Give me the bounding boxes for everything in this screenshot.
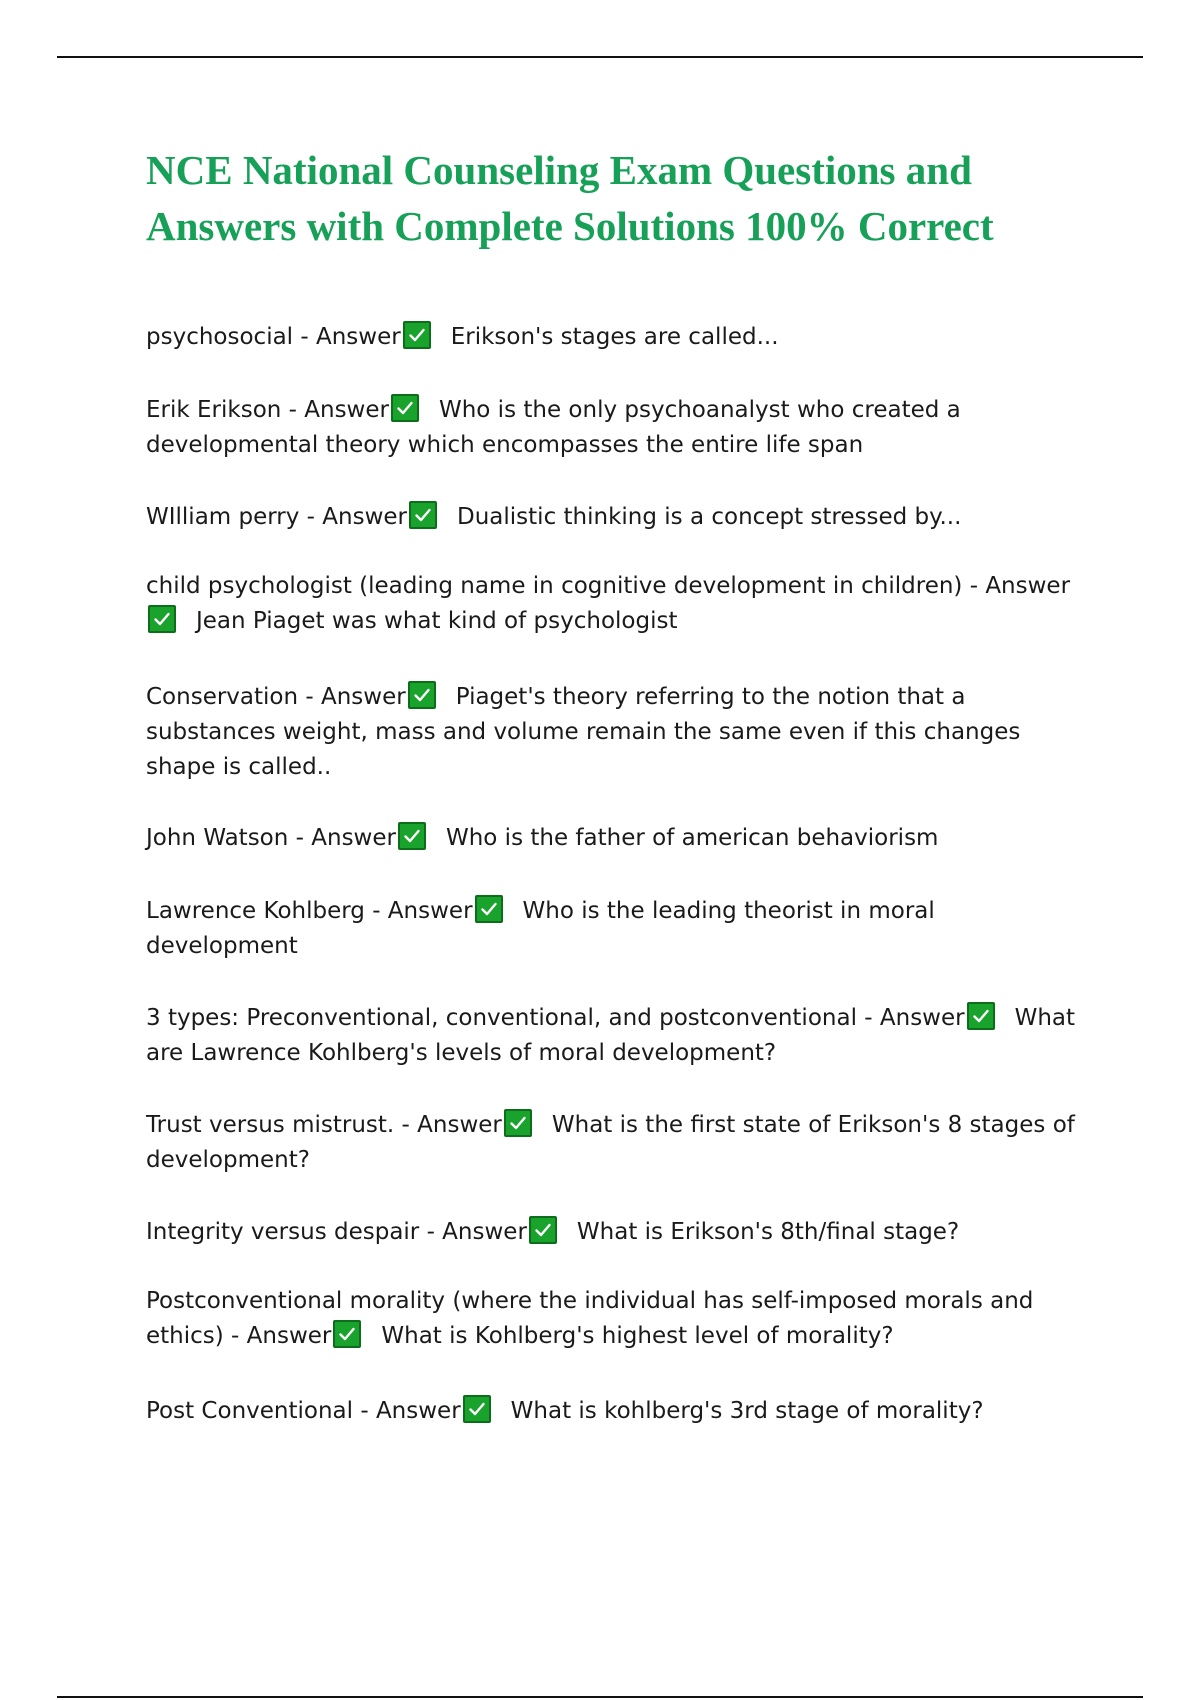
answer-separator: - Answer: [288, 825, 396, 851]
answer-separator: - Answer: [419, 1219, 527, 1245]
question-text: Piaget's theory referring to the notion that a substances weight, mass and volume remain the same even if this changes shape is called..: [146, 684, 1021, 780]
check-mark-icon: [529, 1216, 557, 1244]
question-text: Who is the only psychoanalyst who created a developmental theory which encompasses the entire life span: [146, 397, 961, 458]
question-text: What is kohlberg's 3rd stage of morality?: [510, 1398, 984, 1424]
bottom-rule: [57, 1696, 1143, 1698]
answer-separator: - Answer: [223, 1323, 332, 1349]
question-text: Who is the leading theorist in moral development: [146, 898, 935, 959]
answer-text: John Watson: [146, 825, 289, 851]
check-mark-icon: [398, 822, 426, 850]
check-mark-icon: [403, 321, 431, 349]
question-text: Erikson's stages are called...: [450, 324, 779, 350]
check-mark-icon: [967, 1002, 995, 1030]
answer-text: Post Conventional: [146, 1398, 354, 1424]
qa-item: [146, 1215, 1086, 1250]
answer-separator: - Answer: [293, 324, 401, 350]
check-mark-icon: [408, 681, 436, 709]
answer-text: Integrity versus despair: [146, 1219, 420, 1245]
qa-item: [146, 569, 1086, 639]
question-text: What is Kohlberg's highest level of morality?: [381, 1323, 894, 1349]
question-text: What are Lawrence Kohlberg's levels of moral development?: [146, 1005, 1076, 1066]
qa-item: [146, 680, 1086, 785]
answer-text: Trust versus mistrust.: [146, 1112, 395, 1138]
check-mark-icon: [391, 394, 419, 422]
answer-text: child psychologist (leading name in cognitive development in children): [146, 573, 963, 599]
question-text: Jean Piaget was what kind of psychologist: [196, 608, 678, 634]
question-text: What is Erikson's 8th/final stage?: [576, 1219, 960, 1245]
qa-item: [146, 1108, 1086, 1178]
question-text: Dualistic thinking is a concept stressed by...: [457, 504, 962, 530]
answer-separator: - Answer: [364, 898, 473, 924]
question-text: What is the first state of Erikson's 8 stages of development?: [146, 1112, 1075, 1173]
answer-text: 3 types: Preconventional, conventional, and postconventional: [146, 1005, 857, 1031]
qa-item: [146, 1394, 1086, 1429]
answer-separator: - Answer: [353, 1398, 461, 1424]
check-mark-icon: [463, 1395, 491, 1423]
answer-separator: - Answer: [299, 504, 408, 530]
qa-item: [146, 500, 1086, 535]
check-mark-icon: [409, 501, 437, 529]
answer-text: Erik Erikson: [146, 397, 282, 423]
qa-item: [146, 821, 1086, 856]
check-mark-icon: [333, 1320, 361, 1348]
qa-item: [146, 320, 1086, 355]
answer-separator: - Answer: [281, 397, 389, 423]
document-title: NCE National Counseling Exam Questions and Answers with Complete Solutions 100% Correct: [146, 147, 994, 249]
answer-text: Postconventional morality (where the individual has self-imposed morals and ethics): [146, 1288, 1034, 1349]
question-text: Who is the father of american behaviorism: [445, 825, 939, 851]
answer-text: Conservation: [146, 684, 299, 710]
check-mark-icon: [475, 895, 503, 923]
answer-text: psychosocial: [146, 324, 294, 350]
qa-item: [146, 894, 1086, 964]
answer-separator: - Answer: [856, 1005, 965, 1031]
qa-item: [146, 393, 1086, 463]
answer-text: WIlliam perry: [146, 504, 300, 530]
answer-text: Lawrence Kohlberg: [146, 898, 365, 924]
answer-separator: - Answer: [962, 573, 1071, 599]
check-mark-icon: [148, 605, 176, 633]
check-mark-icon: [504, 1109, 532, 1137]
qa-item: [146, 1001, 1086, 1071]
qa-item: [146, 1284, 1086, 1354]
answer-separator: - Answer: [298, 684, 406, 710]
top-rule: [57, 56, 1143, 58]
answer-separator: - Answer: [394, 1112, 502, 1138]
